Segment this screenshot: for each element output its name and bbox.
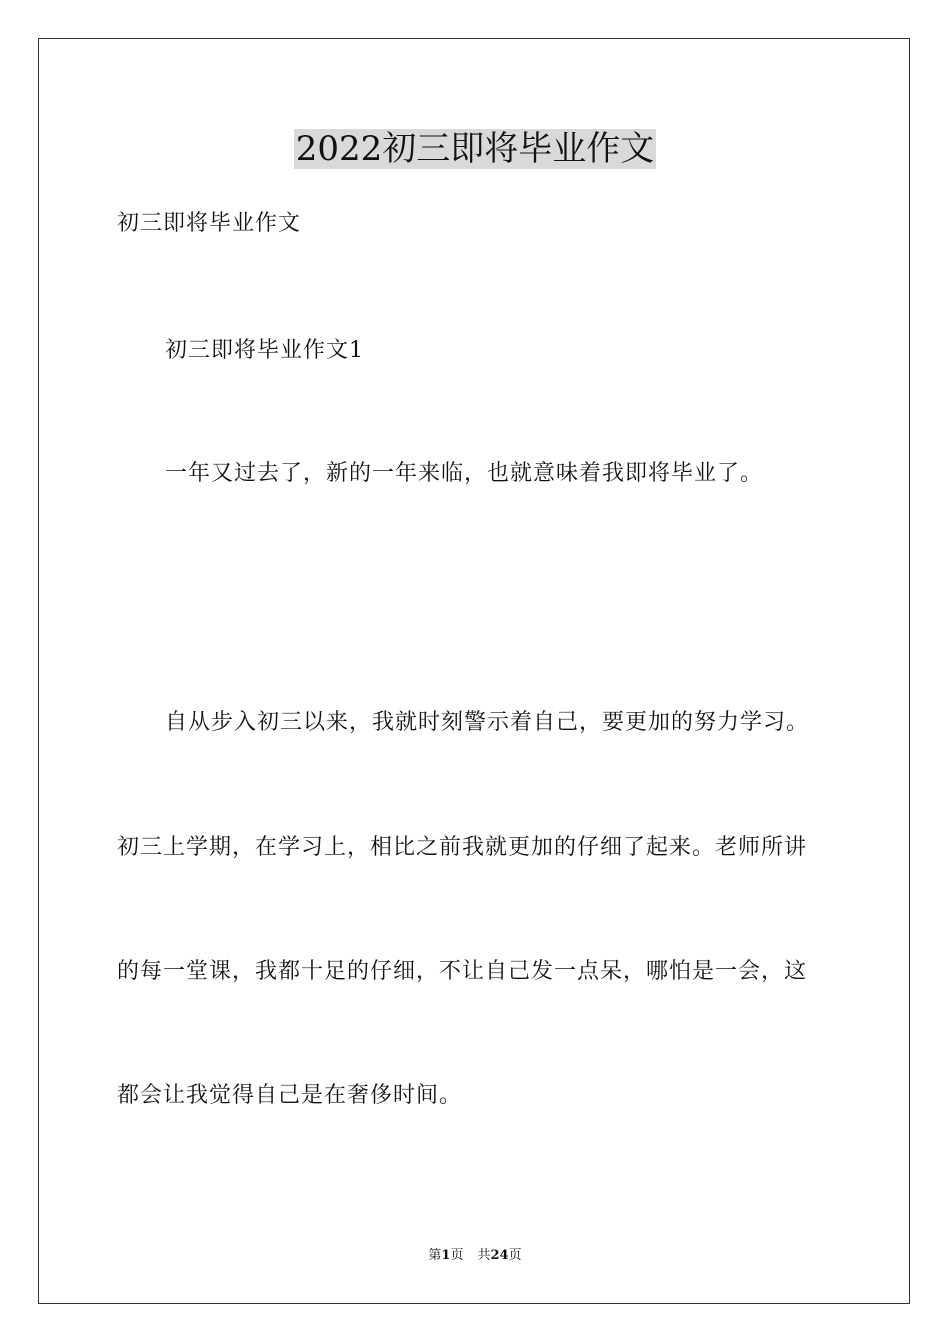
paragraph-line: 一年又过去了，新的一年来临，也就意味着我即将毕业了。 xyxy=(165,461,764,486)
paragraph-line: 初三上学期，在学习上，相比之前我就更加的仔细了起来。老师所讲 xyxy=(117,835,808,860)
footer-total-pages: 24 xyxy=(490,1248,509,1263)
footer-page-prefix: 第 xyxy=(428,1248,442,1263)
footer-total-suffix: 页 xyxy=(508,1248,522,1263)
footer-page-suffix: 页 xyxy=(450,1248,464,1263)
document-subtitle: 初三即将毕业作文 xyxy=(117,211,302,236)
footer-total-prefix: 共 xyxy=(477,1248,491,1263)
document-title xyxy=(0,128,950,170)
document-title-text: 2022初三即将毕业作文 xyxy=(295,129,655,169)
footer-page-number: 1 xyxy=(441,1248,451,1263)
paragraph-line: 自从步入初三以来，我就时刻警示着自己，要更加的努力学习。 xyxy=(165,710,810,735)
page-footer xyxy=(0,1247,950,1265)
section-heading: 初三即将毕业作文1 xyxy=(165,338,364,363)
paragraph-line: 的每一堂课，我都十足的仔细，不让自己发一点呆，哪怕是一会，这 xyxy=(117,959,808,984)
paragraph-line: 都会让我觉得自己是在奢侈时间。 xyxy=(117,1083,463,1108)
